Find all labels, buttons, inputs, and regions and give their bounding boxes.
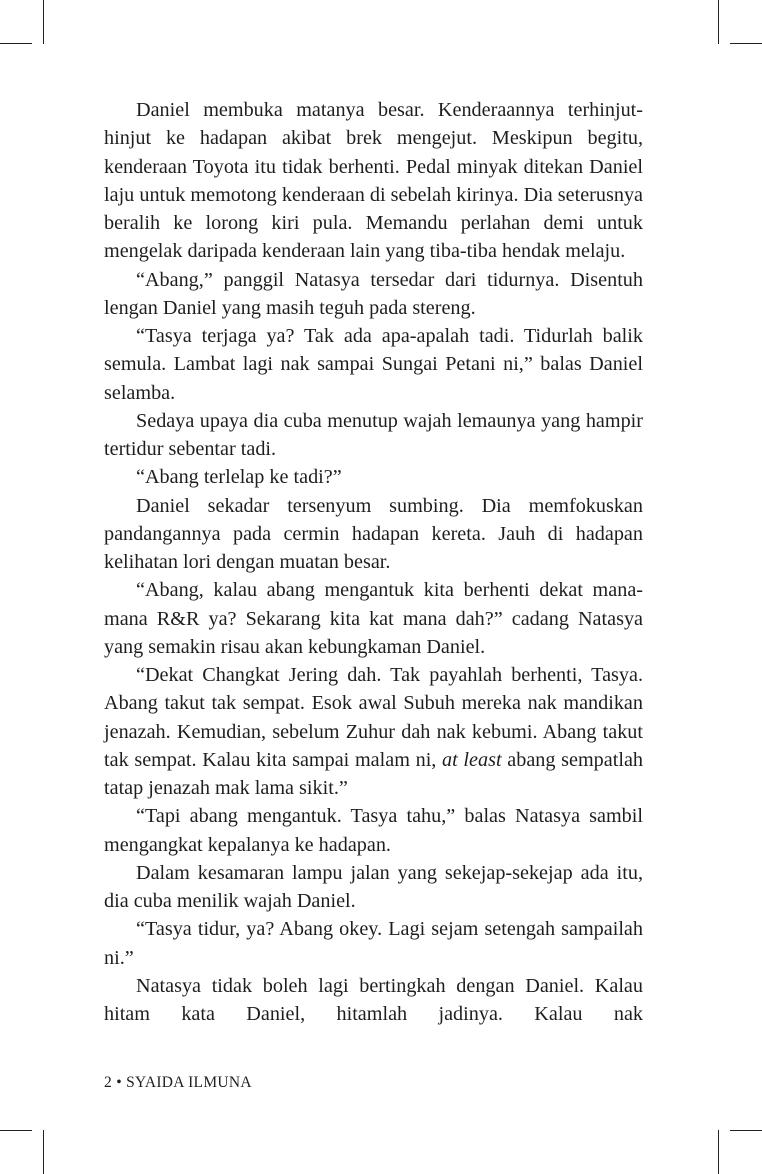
crop-mark-bottom-right-horizontal <box>730 1130 762 1131</box>
paragraph: Sedaya upaya dia cuba menutup wajah lemaunya yang hampir tertidur sebentar tadi. <box>104 409 643 460</box>
page-footer-folio: 2 • SYAIDA ILMUNA <box>104 1074 252 1091</box>
paragraph: Daniel membuka matanya besar. Kenderaannya terhinjut-hinjut ke hadapan akibat brek mengejut. Meskipun begitu, kenderaan Toyota itu tidak berhenti. Pedal minyak ditekan Daniel laju untuk memotong kenderaan di sebelah kirinya. Dia seterusnya beralih ke lorong kiri pula. Memandu perlahan demi untuk mengelak daripada kenderaan lain yang tiba-tiba hendak melaju. <box>104 99 643 263</box>
paragraph-text: “Dekat Changkat Jering dah. Tak payahlah berhenti, Tasya. Abang takut tak sempat. Esok awal Subuh mereka nak mandikan jenazah. Kemudian, sebelum Zuhur dah nak kebumi. Abang takut tak sempat. Kalau kita sampai malam ni, <box>104 664 643 771</box>
crop-mark-top-right-vertical <box>718 0 719 44</box>
paragraph: “Abang terlelap ke tadi?” <box>136 466 342 489</box>
crop-mark-bottom-left-horizontal <box>0 1130 32 1131</box>
paragraph: “Abang,” panggil Natasya tersedar dari tidurnya. Disentuh lengan Daniel yang masih teguh pada stereng. <box>104 268 643 319</box>
paragraph: “Tasya tidur, ya? Abang okey. Lagi sejam setengah sampailah ni.” <box>104 918 643 969</box>
crop-mark-top-left-vertical <box>43 0 44 44</box>
body-text <box>104 96 643 1028</box>
paragraph: Dalam kesamaran lampu jalan yang sekejap-sekejap ada itu, dia cuba menilik wajah Daniel. <box>104 861 643 912</box>
italic-phrase: at least <box>442 748 502 771</box>
paragraph: “Abang, kalau abang mengantuk kita berhenti dekat mana-mana R&R ya? Sekarang kita kat mana dah?” cadang Natasya yang semakin risau akan kebungkaman Daniel. <box>104 579 643 658</box>
paragraph: “Tapi abang mengantuk. Tasya tahu,” balas Natasya sambil mengangkat kepalanya ke hadapan. <box>104 805 643 856</box>
paragraph-text: abang sempatlah tatap jenazah mak lama sikit.” <box>104 748 643 799</box>
crop-mark-bottom-right-vertical <box>718 1130 719 1174</box>
paragraph-with-italic <box>104 661 643 802</box>
crop-mark-top-right-horizontal <box>730 43 762 44</box>
crop-mark-bottom-left-vertical <box>43 1130 44 1174</box>
paragraph-continued: Natasya tidak boleh lagi bertingkah dengan Daniel. Kalau hitam kata Daniel, hitamlah jadinya. Kalau nak <box>104 974 643 1025</box>
crop-mark-top-left-horizontal <box>0 43 32 44</box>
paragraph: “Tasya terjaga ya? Tak ada apa-apalah tadi. Tidurlah balik semula. Lambat lagi nak sampai Sungai Petani ni,” balas Daniel selamba. <box>104 325 643 404</box>
paragraph: Daniel sekadar tersenyum sumbing. Dia memfokuskan pandangannya pada cermin hadapan kereta. Jauh di hadapan kelihatan lori dengan muatan besar. <box>104 494 643 573</box>
